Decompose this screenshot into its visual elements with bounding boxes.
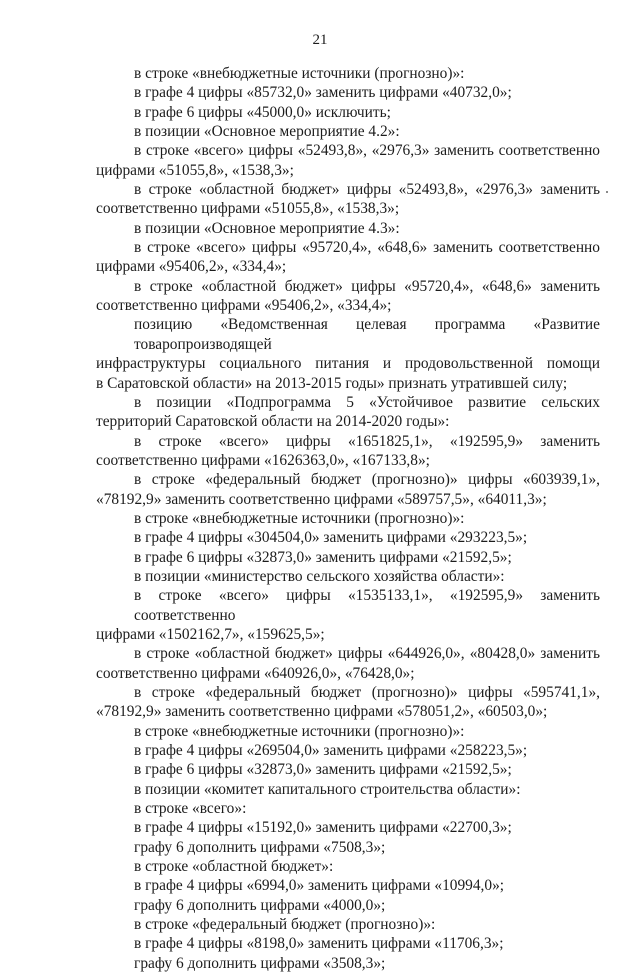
text-line: в строке «внебюджетные источники (прогнозно)»:	[134, 722, 465, 740]
text-line: цифрами «1502162,7», «159625,5»;	[96, 625, 325, 643]
text-line: в позиции «Подпрограмма 5 «Устойчивое развитие сельских	[134, 393, 600, 411]
text-line: в строке «федеральный бюджет (прогнозно)»:	[134, 916, 436, 934]
text-line: в строке «областной бюджет»:	[134, 858, 334, 876]
text-line: в строке «всего» цифры «1535133,1», «192595,9» заменить соответственно	[134, 587, 600, 624]
text-line: инфраструктуры социального питания и продовольственной помощи	[96, 355, 600, 373]
text-line: цифрами «51055,8», «1538,3»;	[96, 161, 294, 179]
text-line: соответственно цифрами «1626363,0», «167133,8»;	[96, 451, 430, 469]
text-line: соответственно цифрами «51055,8», «1538,3»;	[96, 200, 400, 218]
scan-speck	[606, 191, 608, 193]
text-line: в строке «федеральный бюджет (прогнозно)» цифры «603939,1»,	[134, 471, 600, 489]
text-line: «78192,9» заменить соответственно цифрами «578051,2», «60503,0»;	[96, 703, 548, 721]
document-body	[96, 64, 600, 973]
text-line: территорий Саратовской области на 2014-2020 годы»:	[96, 413, 450, 431]
text-line: в строке «всего» цифры «95720,4», «648,6» заменить соответственно	[134, 239, 600, 257]
text-line: в позиции «министерство сельского хозяйства области»:	[134, 567, 505, 585]
text-line: в графе 6 цифры «45000,0» исключить;	[134, 103, 391, 121]
text-line: «78192,9» заменить соответственно цифрами «589757,5», «64011,3»;	[96, 490, 547, 508]
text-line: в Саратовской области» на 2013-2015 годы» признать утратившей силу;	[96, 374, 568, 392]
text-line: в графе 6 цифры «32873,0» заменить цифрами «21592,5»;	[134, 761, 512, 779]
text-line: в графе 4 цифры «8198,0» заменить цифрами «11706,3»;	[134, 935, 504, 953]
text-line: в графе 4 цифры «15192,0» заменить цифрами «22700,3»;	[134, 819, 512, 837]
text-line: в графе 4 цифры «304504,0» заменить цифрами «293223,5»;	[134, 529, 528, 547]
text-line: графу 6 дополнить цифрами «3508,3»;	[134, 954, 386, 972]
text-line: в строке «федеральный бюджет (прогнозно)» цифры «595741,1»,	[134, 684, 600, 701]
text-line: в графе 4 цифры «85732,0» заменить цифрами «40732,0»;	[134, 84, 512, 102]
text-line: цифрами «95406,2», «334,4»;	[96, 258, 287, 276]
text-line: в графе 6 цифры «32873,0» заменить цифрами «21592,5»;	[134, 548, 512, 566]
text-line: в графе 4 цифры «6994,0» заменить цифрами «10994,0»;	[134, 877, 505, 895]
text-line: в позиции «комитет капитального строительства области»:	[134, 780, 521, 798]
text-line: в позиции «Основное мероприятие 4.3»:	[134, 219, 400, 237]
text-line: позицию «Ведомственная целевая программа «Развитие товаропроизводящей	[134, 316, 600, 353]
page-number: 21	[312, 32, 328, 48]
text-line: графу 6 дополнить цифрами «4000,0»;	[134, 896, 386, 914]
text-line: в строке «всего»:	[134, 800, 247, 818]
text-line: в строке «внебюджетные источники (прогнозно)»:	[134, 509, 465, 527]
text-line: в строке «областной бюджет» цифры «644926,0», «80428,0» заменить	[134, 645, 600, 663]
text-line: в строке «всего» цифры «1651825,1», «192595,9» заменить	[134, 432, 600, 450]
text-line: в графе 4 цифры «269504,0» заменить цифрами «258223,5»;	[134, 742, 528, 760]
text-line: соответственно цифрами «640926,0», «76428,0»;	[96, 664, 415, 682]
text-line: в позиции «Основное мероприятие 4.2»:	[134, 123, 400, 141]
text-line: графу 6 дополнить цифрами «7508,3»;	[134, 838, 386, 856]
text-line: соответственно цифрами «95406,2», «334,4»;	[96, 297, 392, 315]
text-line: в строке «областной бюджет» цифры «95720,4», «648,6» заменить	[134, 277, 600, 295]
text-line: в строке «областной бюджет» цифры «52493,8», «2976,3» заменить	[134, 181, 600, 199]
text-line: в строке «всего» цифры «52493,8», «2976,3» заменить соответственно	[134, 142, 600, 160]
text-line: в строке «внебюджетные источники (прогнозно)»:	[134, 65, 465, 82]
